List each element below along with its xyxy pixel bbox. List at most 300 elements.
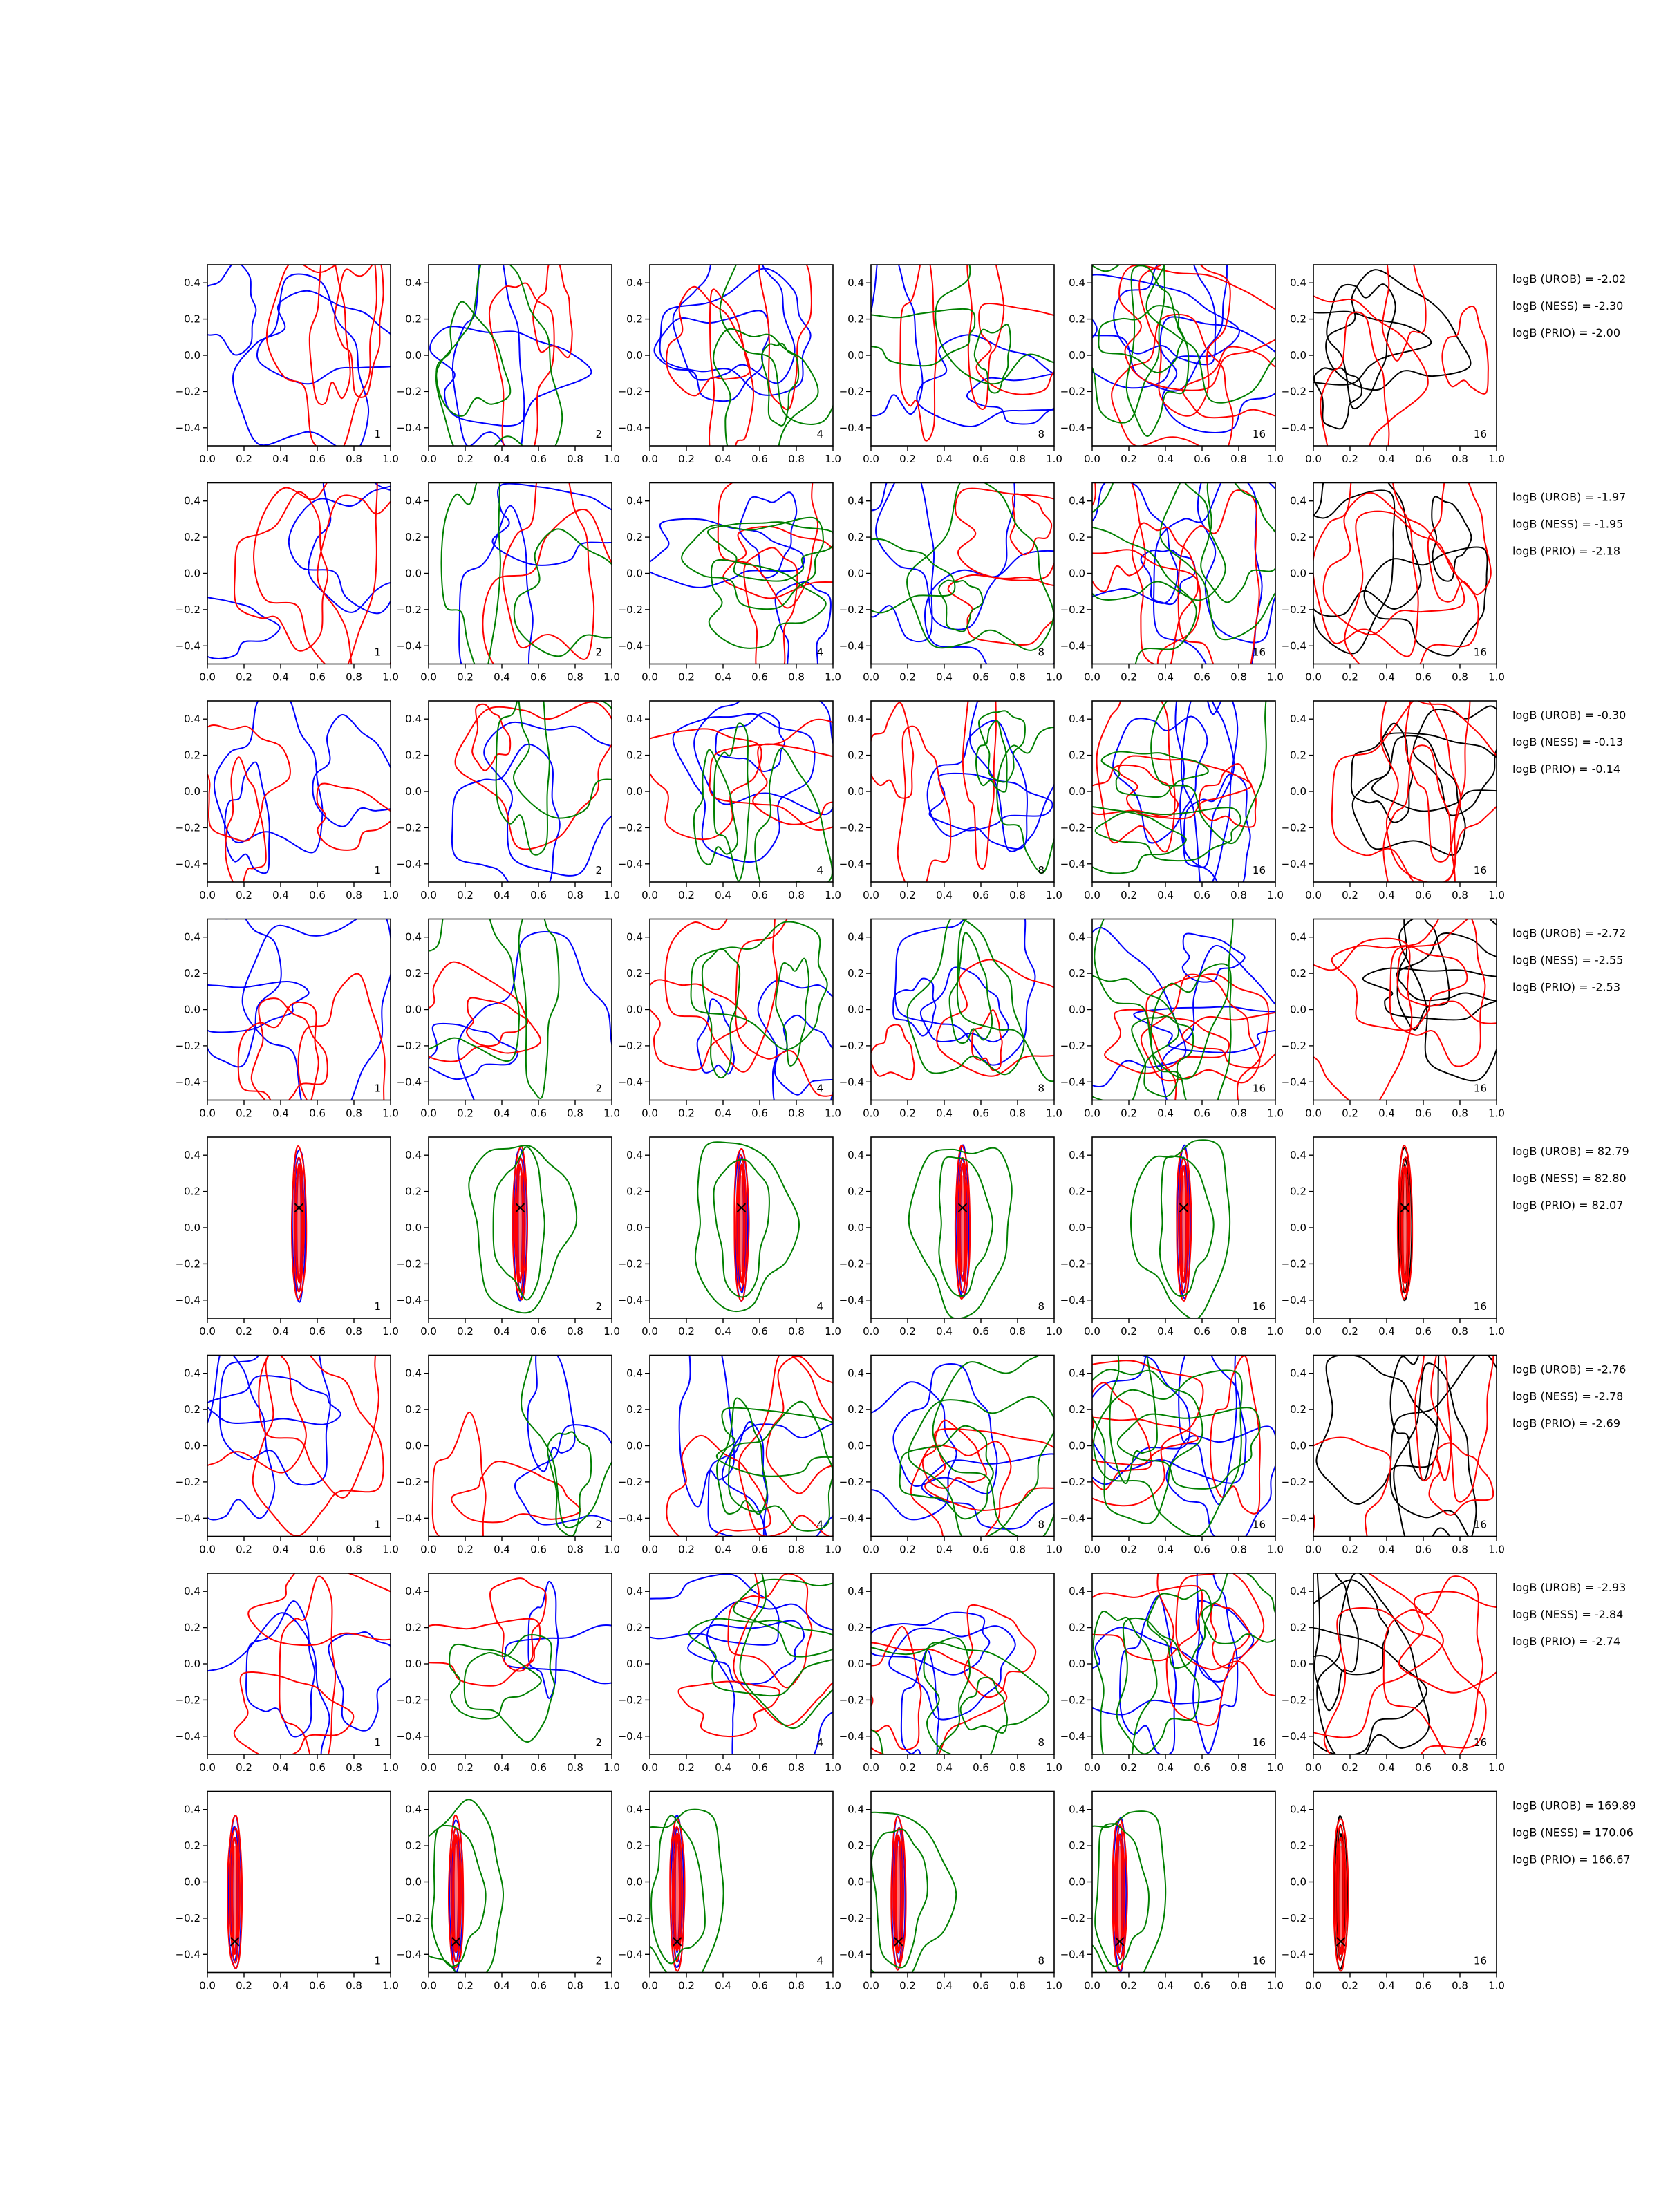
x-tick-label: 1.0 [1046, 671, 1062, 684]
panel-level-label: 2 [595, 1518, 602, 1531]
x-tick-label: 0.8 [346, 889, 362, 901]
x-tick-label: 0.0 [199, 453, 216, 465]
y-tick-label: −0.2 [1281, 821, 1306, 834]
y-tick-label: 0.2 [184, 1403, 200, 1416]
x-tick-label: 0.8 [1009, 453, 1026, 465]
contour-blue [893, 978, 935, 1035]
x-tick-label: 0.0 [199, 1107, 216, 1120]
x-tick-label: 0.4 [1157, 1325, 1174, 1338]
y-tick-label: 0.0 [1069, 1003, 1085, 1016]
y-tick-label: 0.0 [847, 1003, 864, 1016]
x-tick-label: 0.6 [530, 1979, 547, 1992]
y-tick-label: 0.4 [1290, 713, 1306, 726]
contour-red [955, 489, 1127, 581]
y-tick-label: 0.2 [626, 531, 643, 544]
x-tick-label: 0.0 [863, 1979, 879, 1992]
panel-level-label: 2 [595, 1954, 602, 1967]
y-tick-label: 0.0 [847, 1439, 864, 1452]
x-tick-label: 0.6 [309, 1325, 326, 1338]
contour-red [1384, 1576, 1483, 1760]
y-tick-label: 0.2 [626, 1621, 643, 1634]
x-tick-label: 1.0 [603, 453, 620, 465]
x-tick-label: 0.6 [751, 1325, 768, 1338]
contour-red [1320, 312, 1389, 473]
contour-red [639, 729, 761, 839]
y-tick-label: −0.2 [838, 1911, 864, 1924]
x-tick-label: 1.0 [1488, 1107, 1505, 1120]
x-tick-label: 0.0 [420, 671, 437, 684]
y-tick-label: 0.0 [1290, 785, 1306, 798]
x-tick-label: 0.4 [272, 1107, 289, 1120]
contour-green [709, 560, 826, 648]
panel-level-label: 8 [1038, 1518, 1044, 1531]
y-tick-label: −0.2 [396, 1475, 422, 1488]
x-tick-label: 0.0 [1305, 1325, 1322, 1338]
panel-r2-c2 [396, 459, 646, 726]
y-tick-label: 0.0 [184, 1439, 200, 1452]
panel-frame [1092, 1356, 1275, 1537]
panel-level-label: 8 [1038, 1300, 1044, 1313]
x-tick-label: 0.0 [199, 1543, 216, 1556]
y-tick-label: 0.2 [405, 749, 422, 762]
x-tick-label: 0.0 [863, 453, 879, 465]
contour-red [976, 303, 1107, 398]
contour-blue [427, 1024, 518, 1079]
x-tick-label: 0.2 [457, 1543, 474, 1556]
x-tick-label: 0.2 [236, 1543, 252, 1556]
y-tick-label: 0.4 [1069, 276, 1085, 290]
y-tick-label: 0.4 [405, 494, 422, 507]
contour-green [924, 1642, 1049, 1759]
y-tick-label: −0.2 [838, 385, 864, 398]
y-tick-label: −0.4 [617, 1512, 643, 1525]
y-tick-label: 0.2 [847, 531, 864, 544]
y-tick-label: −0.2 [175, 1475, 200, 1488]
x-tick-label: 0.6 [309, 1543, 326, 1556]
x-tick-label: 0.0 [420, 1325, 437, 1338]
y-tick-label: 0.4 [405, 1585, 422, 1598]
x-tick-label: 0.0 [1084, 1979, 1100, 1992]
y-tick-label: 0.2 [626, 1839, 643, 1853]
x-tick-label: 0.6 [973, 1543, 989, 1556]
y-tick-label: 0.4 [1290, 1585, 1306, 1598]
x-tick-label: 0.6 [973, 453, 989, 465]
x-tick-label: 0.4 [272, 671, 289, 684]
y-tick-label: 0.0 [184, 1221, 200, 1234]
y-tick-label: 0.2 [184, 1621, 200, 1634]
y-tick-label: −0.2 [617, 1039, 643, 1052]
x-tick-label: 0.2 [899, 1107, 916, 1120]
x-tick-label: 0.8 [1009, 889, 1026, 901]
y-tick-label: 0.2 [405, 1403, 422, 1416]
y-tick-label: 0.2 [184, 531, 200, 544]
panel-r7-c4 [832, 1573, 1062, 1778]
y-tick-label: 0.2 [184, 312, 200, 326]
x-tick-label: 0.6 [751, 1979, 768, 1992]
contour-red [1415, 1287, 1451, 1481]
y-tick-label: 0.2 [1069, 531, 1085, 544]
x-tick-label: 0.2 [899, 889, 916, 901]
x-tick-label: 0.6 [309, 1107, 326, 1120]
y-tick-label: 0.2 [626, 1185, 643, 1198]
x-tick-label: 0.6 [1194, 1543, 1210, 1556]
logb-annotation: logB (NESS) = -2.30 [1512, 299, 1624, 312]
x-tick-label: 0.4 [1157, 1761, 1174, 1774]
panel-level-label: 16 [1473, 1300, 1487, 1313]
panel-level-label: 16 [1252, 1954, 1266, 1967]
x-tick-label: 0.4 [494, 671, 510, 684]
y-tick-label: −0.4 [838, 1512, 864, 1525]
contour-red [1428, 456, 1491, 602]
x-tick-label: 0.6 [1415, 453, 1432, 465]
x-tick-label: 0.2 [457, 1979, 474, 1992]
x-tick-label: 0.6 [1194, 671, 1210, 684]
y-tick-label: −0.2 [838, 1694, 864, 1707]
peak-fill [451, 1846, 461, 1942]
y-tick-label: −0.4 [1281, 1076, 1306, 1089]
panel-r7-c2 [397, 1573, 648, 1774]
x-tick-label: 0.2 [1342, 453, 1358, 465]
panel-level-label: 16 [1473, 428, 1487, 440]
x-tick-label: 0.4 [1378, 889, 1395, 901]
x-tick-label: 0.4 [715, 671, 731, 684]
x-tick-label: 0.0 [199, 671, 216, 684]
x-tick-label: 0.8 [1230, 1979, 1247, 1992]
y-tick-label: 0.0 [626, 785, 643, 798]
x-tick-label: 0.4 [494, 1325, 510, 1338]
panel-r8-c4 [839, 1792, 1062, 1992]
y-tick-label: 0.4 [184, 1803, 200, 1816]
x-tick-label: 0.6 [973, 1979, 989, 1992]
x-tick-label: 0.8 [788, 1761, 805, 1774]
x-tick-label: 0.2 [236, 671, 252, 684]
x-tick-label: 0.2 [236, 1761, 252, 1774]
x-tick-label: 0.2 [678, 671, 695, 684]
y-tick-label: −0.2 [396, 1911, 422, 1924]
x-tick-label: 1.0 [1488, 1325, 1505, 1338]
y-tick-label: −0.2 [175, 1257, 200, 1271]
y-tick-label: −0.4 [617, 857, 643, 870]
x-tick-label: 0.6 [530, 1761, 547, 1774]
x-tick-label: 0.0 [1084, 453, 1100, 465]
x-tick-label: 0.6 [530, 1107, 547, 1120]
y-tick-label: −0.4 [396, 1948, 422, 1961]
panel-r4-c5 [1056, 859, 1315, 1162]
y-tick-label: −0.4 [1060, 1512, 1085, 1525]
x-tick-label: 1.0 [1488, 1761, 1505, 1774]
x-tick-label: 0.0 [641, 1107, 658, 1120]
y-tick-label: 0.4 [1069, 1367, 1085, 1380]
x-tick-label: 0.6 [1415, 1543, 1432, 1556]
y-tick-label: 0.0 [1290, 1003, 1306, 1016]
contour-red [735, 870, 858, 1096]
panel-level-label: 2 [595, 1300, 602, 1313]
y-tick-label: 0.0 [405, 1875, 422, 1888]
x-tick-label: 0.0 [1084, 1325, 1100, 1338]
contour-red [456, 702, 617, 849]
panel-r4-c6 [1262, 894, 1544, 1119]
y-tick-label: −0.4 [838, 1076, 864, 1089]
contour-green [852, 1812, 956, 1982]
y-tick-label: −0.4 [175, 1076, 200, 1089]
y-tick-label: 0.2 [847, 749, 864, 762]
x-tick-label: 0.6 [1194, 1107, 1210, 1120]
contour-blue [484, 722, 653, 876]
y-tick-label: −0.2 [617, 603, 643, 616]
contour-blue [430, 326, 591, 426]
x-tick-label: 0.0 [420, 1107, 437, 1120]
x-tick-label: 0.8 [788, 1543, 805, 1556]
x-tick-label: 0.8 [567, 1107, 583, 1120]
panel-frame [207, 1573, 391, 1754]
y-tick-label: −0.2 [175, 385, 200, 398]
panel-level-label: 8 [1038, 1954, 1044, 1967]
x-tick-label: 1.0 [382, 1761, 399, 1774]
panel-frame [429, 1356, 612, 1537]
panel-level-label: 8 [1038, 864, 1044, 877]
contour-blue [191, 1349, 274, 1520]
y-tick-label: 0.0 [1290, 1875, 1306, 1888]
y-tick-label: −0.4 [175, 421, 200, 434]
y-tick-label: 0.2 [1069, 1839, 1085, 1853]
logb-annotation: logB (NESS) = -2.84 [1512, 1608, 1624, 1621]
peak-fill [1115, 1846, 1125, 1942]
x-tick-label: 0.8 [346, 671, 362, 684]
x-tick-label: 0.8 [1009, 1761, 1026, 1774]
x-tick-label: 0.6 [751, 1107, 768, 1120]
y-tick-label: −0.4 [1060, 1076, 1085, 1089]
x-tick-label: 0.2 [1121, 453, 1137, 465]
peak-fill [516, 1175, 525, 1272]
panel-frame [871, 483, 1054, 664]
y-tick-label: 0.0 [1069, 785, 1085, 798]
y-tick-label: −0.4 [1281, 1512, 1306, 1525]
x-tick-label: 0.8 [346, 1543, 362, 1556]
x-tick-label: 0.0 [641, 1761, 658, 1774]
y-tick-label: 0.4 [405, 1367, 422, 1380]
panel-level-label: 1 [374, 1082, 381, 1095]
y-tick-label: 0.0 [1069, 1439, 1085, 1452]
panel-r4-c3 [618, 870, 872, 1125]
x-tick-label: 0.4 [715, 453, 731, 465]
y-tick-label: −0.4 [175, 1293, 200, 1306]
x-tick-label: 0.2 [899, 1761, 916, 1774]
contour-green [997, 727, 1062, 873]
panel-r4-c2 [397, 892, 621, 1134]
panel-level-label: 16 [1252, 864, 1266, 877]
y-tick-label: −0.4 [838, 1730, 864, 1743]
contour-red [234, 1672, 354, 1759]
panel-r8-c6 [1282, 1792, 1505, 1992]
y-tick-label: 0.4 [1069, 494, 1085, 507]
y-tick-label: −0.4 [396, 1076, 422, 1089]
x-tick-label: 0.0 [420, 1979, 437, 1992]
y-tick-label: 0.4 [184, 1585, 200, 1598]
x-tick-label: 1.0 [382, 453, 399, 465]
contour-red [1179, 490, 1259, 709]
panel-r7-c3 [618, 1519, 897, 1794]
x-tick-label: 0.0 [641, 889, 658, 901]
x-tick-label: 0.4 [936, 1979, 953, 1992]
x-tick-label: 1.0 [1267, 889, 1284, 901]
panel-frame [1313, 483, 1497, 664]
peak-fill [1179, 1175, 1189, 1272]
x-tick-label: 0.8 [346, 1979, 362, 1992]
peak-fill [737, 1175, 747, 1272]
x-tick-label: 0.2 [899, 1325, 916, 1338]
y-tick-label: −0.4 [396, 1293, 422, 1306]
x-tick-label: 0.0 [199, 1979, 216, 1992]
x-tick-label: 0.0 [863, 671, 879, 684]
y-tick-label: 0.0 [405, 1003, 422, 1016]
y-tick-label: 0.4 [1290, 930, 1306, 944]
x-tick-label: 0.4 [936, 453, 953, 465]
contour-red [870, 702, 913, 798]
x-tick-label: 0.2 [236, 889, 252, 901]
panel-r1-c3 [618, 221, 873, 500]
y-tick-label: −0.2 [1060, 1475, 1085, 1488]
x-tick-label: 0.2 [1342, 671, 1358, 684]
y-tick-label: −0.4 [396, 1730, 422, 1743]
y-tick-label: 0.0 [1069, 1875, 1085, 1888]
x-tick-label: 0.8 [1009, 671, 1026, 684]
panel-level-label: 1 [374, 1518, 381, 1531]
y-tick-label: 0.4 [1069, 1803, 1085, 1816]
y-tick-label: 0.2 [847, 312, 864, 326]
y-tick-label: 0.4 [405, 930, 422, 944]
x-tick-label: 0.4 [715, 889, 731, 901]
y-tick-label: 0.0 [184, 1003, 200, 1016]
contour-red [1381, 692, 1510, 884]
x-tick-label: 0.4 [715, 1543, 731, 1556]
panel-level-label: 8 [1038, 1082, 1044, 1095]
y-tick-label: 0.4 [847, 1585, 864, 1598]
x-tick-label: 0.4 [494, 1543, 510, 1556]
x-tick-label: 0.6 [751, 671, 768, 684]
y-tick-label: 0.4 [847, 276, 864, 290]
y-tick-label: 0.0 [1290, 1221, 1306, 1234]
contour-red [1105, 1010, 1229, 1074]
y-tick-label: −0.2 [175, 821, 200, 834]
y-tick-label: 0.4 [847, 1367, 864, 1380]
x-tick-label: 0.6 [309, 453, 326, 465]
x-tick-label: 0.6 [1194, 1761, 1210, 1774]
contour-red [248, 1562, 425, 1645]
x-tick-label: 0.6 [751, 453, 768, 465]
y-tick-label: 0.0 [405, 1439, 422, 1452]
y-tick-label: 0.2 [1069, 967, 1085, 980]
x-tick-label: 0.4 [272, 1761, 289, 1774]
x-tick-label: 0.8 [567, 671, 583, 684]
x-tick-label: 0.4 [1157, 1107, 1174, 1120]
panel-r6-c2 [397, 1320, 650, 1570]
y-tick-label: 0.4 [847, 1149, 864, 1162]
contour-green [908, 1397, 1056, 1541]
x-tick-label: 0.4 [494, 1761, 510, 1774]
x-tick-label: 0.8 [1009, 1325, 1026, 1338]
panel-level-label: 4 [816, 1736, 823, 1749]
contour-green [717, 1398, 767, 1515]
contour-red [406, 962, 541, 1062]
contour-green [1078, 807, 1185, 874]
panel-r5-c4 [839, 1137, 1062, 1338]
y-tick-label: 0.4 [626, 494, 643, 507]
y-tick-label: 0.0 [847, 567, 864, 580]
x-tick-label: 0.0 [1305, 453, 1322, 465]
contour-blue [214, 693, 323, 853]
x-tick-label: 0.8 [1230, 1107, 1247, 1120]
peak-fill [894, 1846, 903, 1942]
x-tick-label: 0.8 [567, 1761, 583, 1774]
panel-r3-c3 [618, 647, 877, 907]
panel-r3-c2 [397, 653, 653, 906]
x-tick-label: 0.6 [1194, 889, 1210, 901]
x-tick-label: 0.8 [1230, 671, 1247, 684]
x-tick-label: 0.8 [567, 1543, 583, 1556]
x-tick-label: 0.2 [457, 1761, 474, 1774]
peak-fill [1336, 1846, 1346, 1942]
logb-annotation: logB (UROB) = 82.79 [1512, 1145, 1629, 1158]
x-tick-label: 1.0 [825, 1325, 841, 1338]
y-tick-label: 0.0 [847, 349, 864, 362]
y-tick-label: −0.4 [838, 1948, 864, 1961]
y-tick-label: 0.2 [1290, 967, 1306, 980]
contour-green [695, 1142, 799, 1311]
x-tick-label: 0.2 [1121, 671, 1137, 684]
x-tick-label: 1.0 [382, 1325, 399, 1338]
contour-blue [458, 932, 621, 1134]
y-tick-label: −0.4 [396, 857, 422, 870]
x-tick-label: 0.2 [457, 1107, 474, 1120]
logb-annotation: logB (PRIO) = -2.18 [1512, 544, 1620, 558]
contour-green [688, 1619, 849, 1696]
y-tick-label: −0.2 [1060, 1911, 1085, 1924]
y-tick-label: −0.2 [1060, 821, 1085, 834]
y-tick-label: −0.2 [838, 1475, 864, 1488]
y-tick-label: 0.0 [1069, 567, 1085, 580]
x-tick-label: 0.8 [1452, 671, 1468, 684]
y-tick-label: −0.4 [396, 421, 422, 434]
x-tick-label: 0.6 [530, 453, 547, 465]
y-tick-label: −0.4 [1281, 1948, 1306, 1961]
x-tick-label: 1.0 [603, 1325, 620, 1338]
x-tick-label: 0.6 [1415, 1107, 1432, 1120]
y-tick-label: 0.4 [184, 276, 200, 290]
contour-green [933, 1343, 1087, 1541]
x-tick-label: 1.0 [1488, 671, 1505, 684]
contour-blue [452, 744, 560, 906]
contour-blue [243, 910, 393, 1118]
panel-r5-c2 [397, 1137, 620, 1338]
y-tick-label: 0.2 [405, 967, 422, 980]
y-tick-label: 0.4 [847, 1803, 864, 1816]
y-tick-label: 0.2 [1290, 531, 1306, 544]
y-tick-label: −0.4 [1281, 1730, 1306, 1743]
y-tick-label: −0.4 [1060, 421, 1085, 434]
y-tick-label: 0.2 [1290, 1185, 1306, 1198]
y-tick-label: −0.2 [1281, 603, 1306, 616]
x-tick-label: 0.6 [530, 1325, 547, 1338]
panel-level-label: 16 [1252, 1082, 1266, 1095]
y-tick-label: −0.4 [175, 1730, 200, 1743]
x-tick-label: 0.4 [1157, 1543, 1174, 1556]
y-tick-label: 0.4 [626, 1367, 643, 1380]
panel-level-label: 1 [374, 646, 381, 659]
contour-green [939, 580, 982, 631]
x-tick-label: 0.0 [863, 1543, 879, 1556]
x-tick-label: 0.2 [678, 1325, 695, 1338]
contour-black [1397, 933, 1517, 1001]
